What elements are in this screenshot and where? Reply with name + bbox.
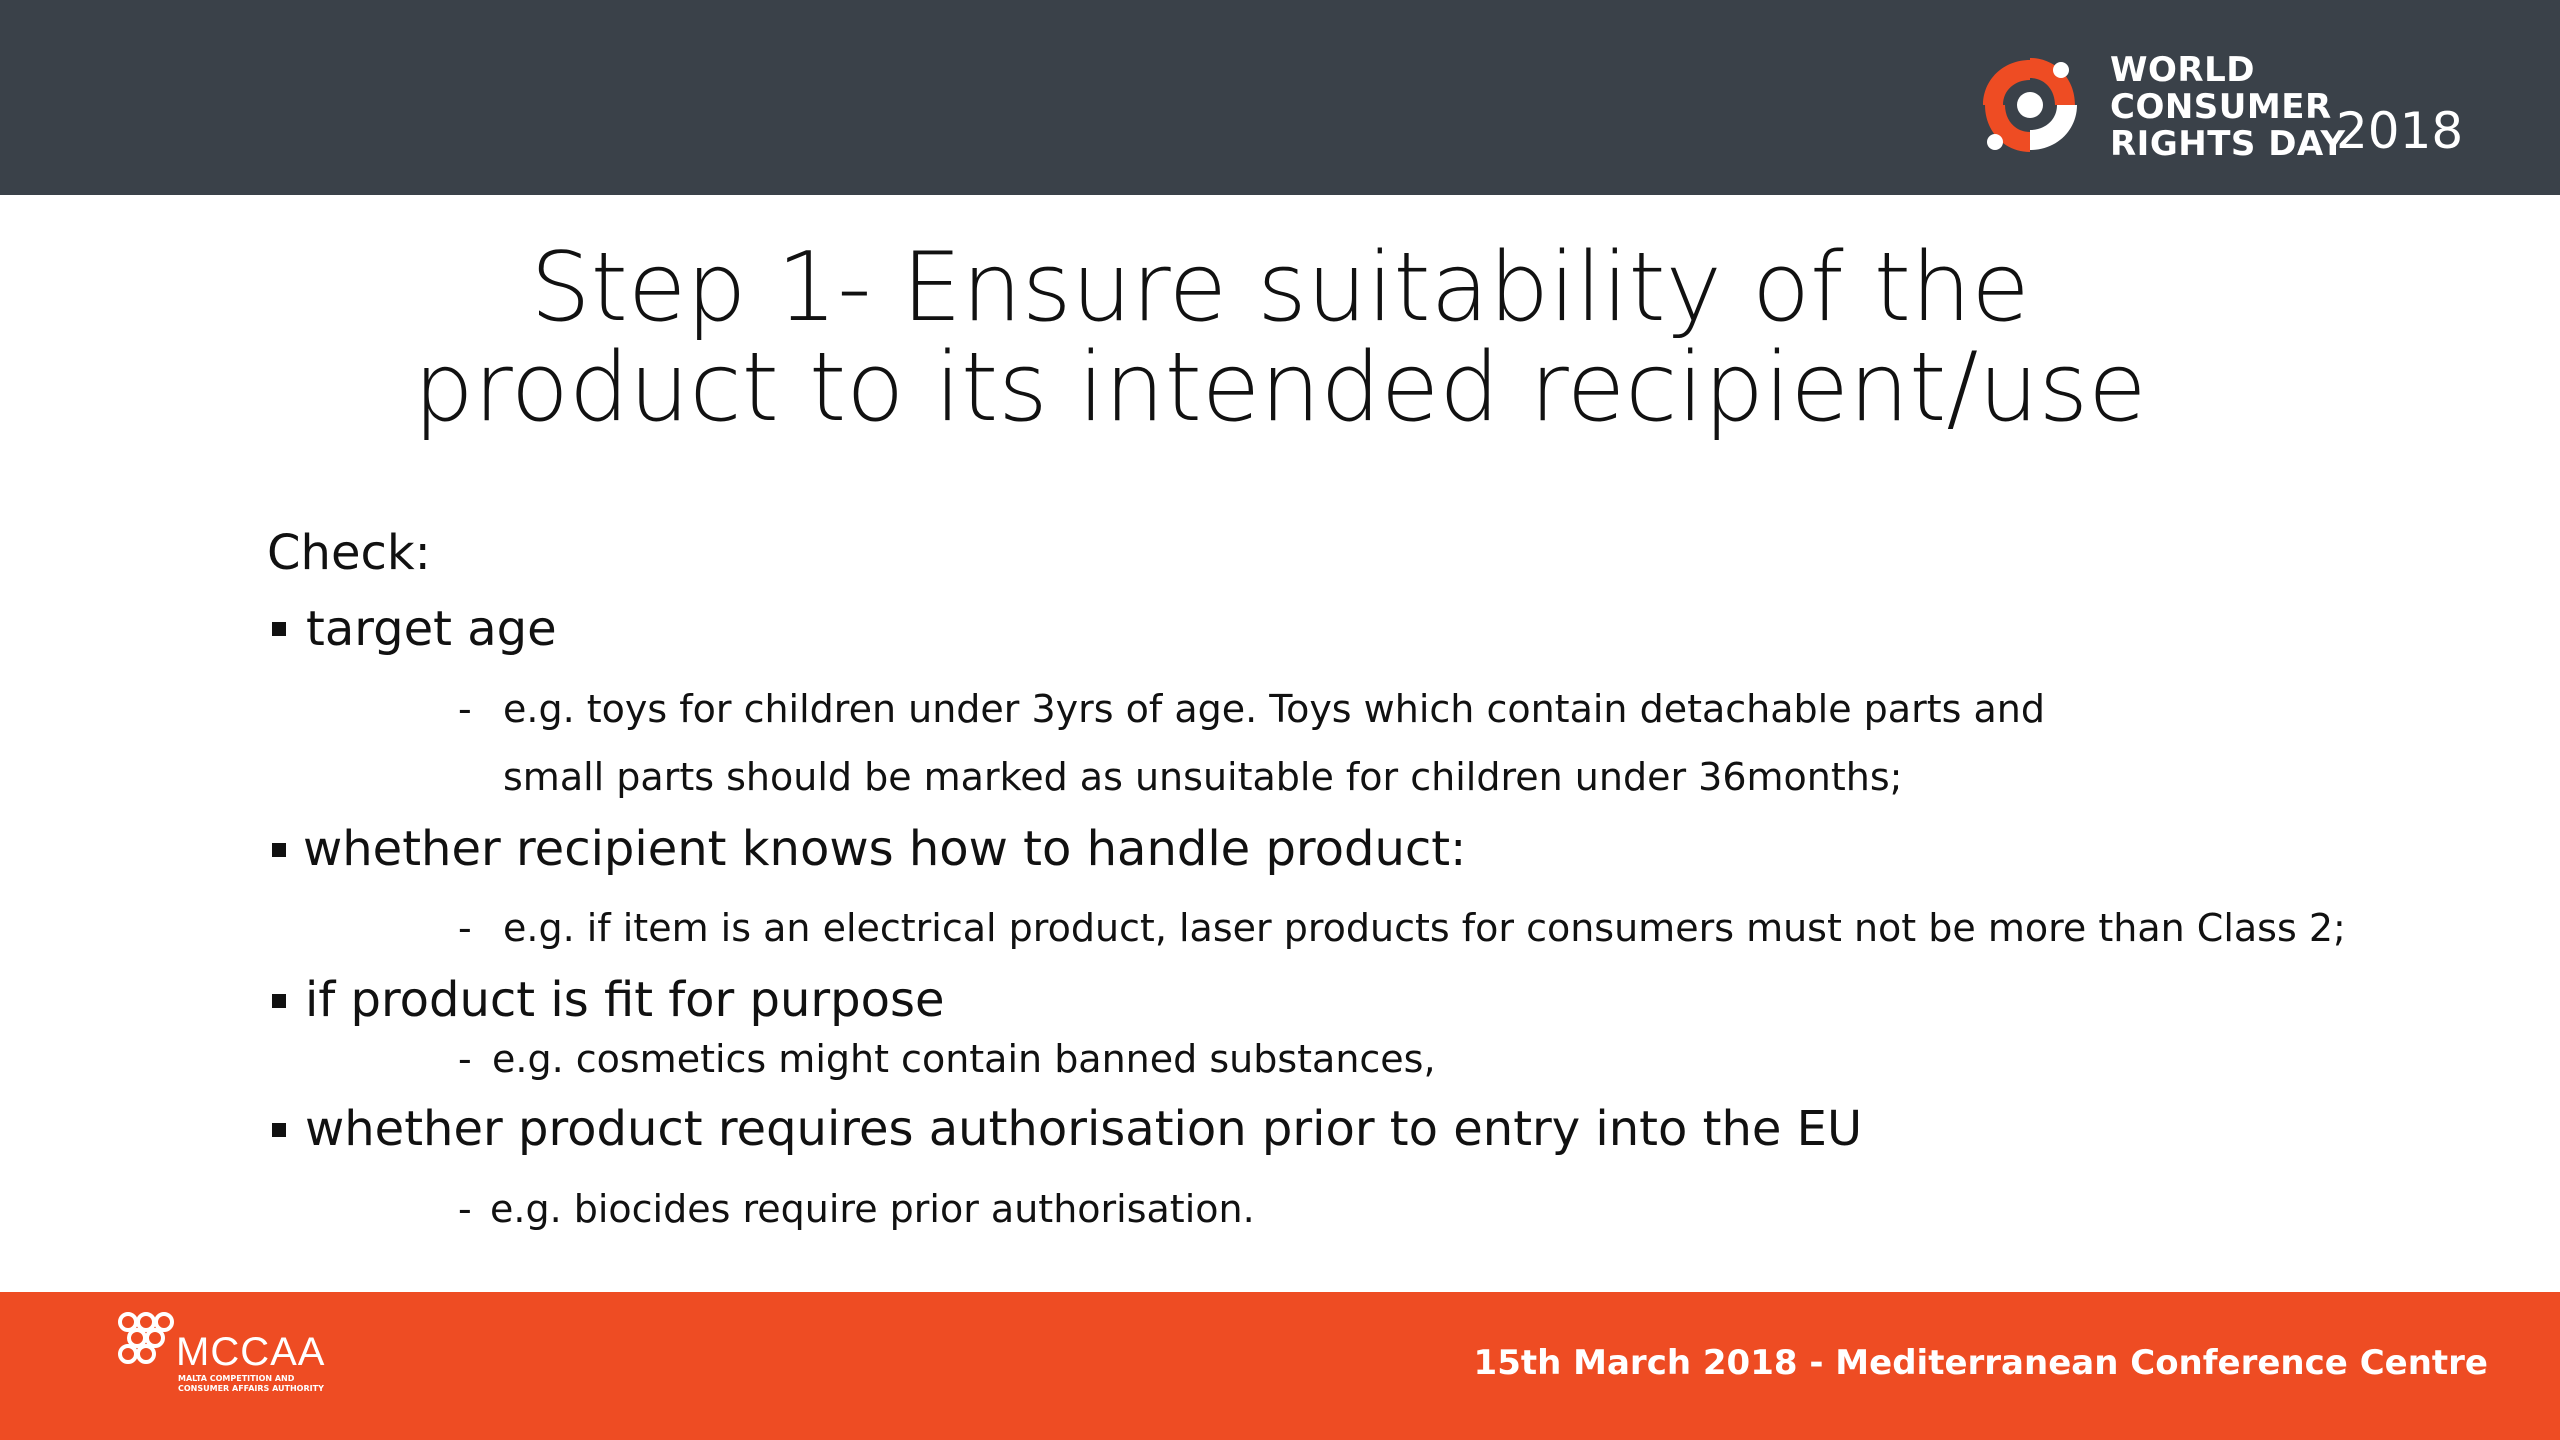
- dash-marker: -: [458, 687, 472, 731]
- bullet-square-icon: [272, 1123, 286, 1137]
- wcrd-logo-text: [2110, 52, 2346, 163]
- wcrd-year: 2018: [2336, 102, 2464, 160]
- mccaa-logo-text: MCCAA: [176, 1330, 326, 1374]
- item-1-text: target age: [306, 601, 557, 657]
- wcrd-line-3: RIGHTS DAY: [2110, 124, 2346, 164]
- mccaa-subtitle-line-1: MALTA COMPETITION AND: [178, 1374, 295, 1383]
- item-3-text: if product is fit for purpose: [305, 972, 945, 1028]
- item-1-detail-2: small parts should be marked as unsuitable for children under 36months;: [503, 755, 1903, 799]
- dash-marker: -: [458, 906, 472, 950]
- dash-marker: -: [458, 1187, 472, 1231]
- item-3-detail-1: e.g. cosmetics might contain banned substances,: [492, 1037, 1436, 1081]
- bullet-square-icon: [272, 843, 286, 857]
- header-bar: [0, 0, 2560, 195]
- intro-text: Check:: [267, 525, 431, 581]
- item-4-text: whether product requires authorisation prior to entry into the EU: [305, 1101, 1863, 1157]
- slide-title: [0, 233, 2560, 443]
- wcrd-swirl-icon: [1975, 50, 2085, 160]
- slide-title-line-1: Step 1- Ensure suitability of the: [530, 233, 2030, 343]
- mccaa-subtitle-line-2: CONSUMER AFFAIRS AUTHORITY: [178, 1384, 324, 1393]
- slide-title-line-2: product to its intended recipient/use: [413, 333, 2147, 443]
- bullet-square-icon: [272, 994, 286, 1008]
- mccaa-subtitle: [178, 1374, 324, 1394]
- wcrd-line-1: WORLD: [2110, 50, 2255, 90]
- bullet-square-icon: [272, 622, 286, 636]
- mccaa-knot-icon: [116, 1310, 176, 1366]
- wcrd-line-2: CONSUMER: [2110, 87, 2332, 127]
- item-2-detail-1: e.g. if item is an electrical product, laser products for consumers must not be more than Class 2;: [503, 906, 2346, 950]
- item-1-detail-1: e.g. toys for children under 3yrs of age. Toys which contain detachable parts and: [503, 687, 2045, 731]
- item-2-text: whether recipient knows how to handle product:: [303, 821, 1467, 877]
- item-4-detail-1: e.g. biocides require prior authorisation.: [490, 1187, 1255, 1231]
- dash-marker: -: [458, 1037, 472, 1081]
- event-info: 15th March 2018 - Mediterranean Conference Centre: [1473, 1343, 2488, 1383]
